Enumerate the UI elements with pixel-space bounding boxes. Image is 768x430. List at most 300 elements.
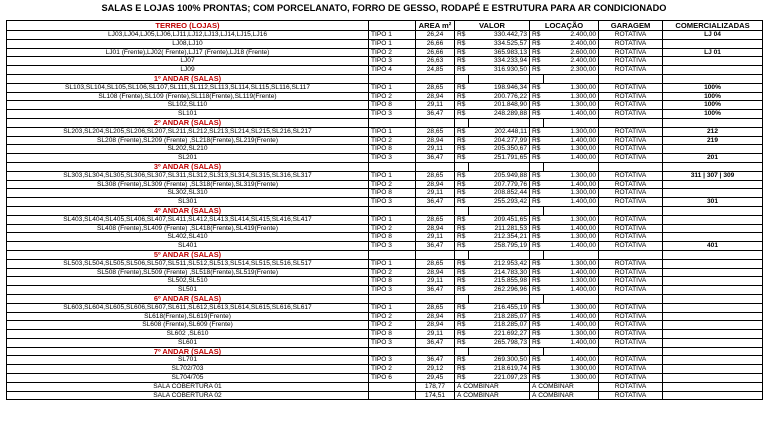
area-value: 28,65 [416, 83, 455, 92]
currency-symbol: R$ [455, 101, 469, 110]
rent-price: 1.400,00 [544, 224, 599, 233]
currency-symbol: R$ [455, 356, 469, 365]
sold-status [663, 312, 763, 321]
table-row [7, 365, 763, 374]
empty-cell [369, 118, 416, 127]
currency-symbol: R$ [455, 224, 469, 233]
sold-status [663, 215, 763, 224]
rent-price: 1.300,00 [544, 189, 599, 198]
empty-cell [416, 294, 455, 303]
unit-type: TIPO 2 [369, 136, 416, 145]
sale-price: 215.855,98 [469, 277, 530, 286]
sold-status [663, 224, 763, 233]
section-header-row [7, 118, 763, 127]
empty-cell [544, 294, 599, 303]
unit-list: LJ03,LJ04,LJ05,LJ06,LJ11,LJ12,LJ13,LJ14,LJ15,LJ16 [7, 31, 369, 40]
empty-cell [455, 294, 469, 303]
table-row [7, 39, 763, 48]
sale-price: 205.350,67 [469, 145, 530, 154]
currency-symbol: R$ [455, 338, 469, 347]
parking-type: ROTATIVA [599, 189, 663, 198]
table-row [7, 374, 763, 383]
table-row [7, 92, 763, 101]
table-row [7, 127, 763, 136]
empty-cell [599, 294, 663, 303]
unit-list: SL301 [7, 198, 369, 207]
unit-list: SL103,SL104,SL105,SL106,SL107,SL111,SL112,SL113,SL114,SL115,SL116,SL117 [7, 83, 369, 92]
sale-price: 218.285,07 [469, 321, 530, 330]
unit-list: SL202,SL210 [7, 145, 369, 154]
sale-price: 212.953,42 [469, 259, 530, 268]
sale-price: 221.097,23 [469, 374, 530, 383]
unit-type: TIPO 2 [369, 268, 416, 277]
empty-cell [530, 74, 544, 83]
table-row [7, 268, 763, 277]
parking-type: ROTATIVA [599, 277, 663, 286]
currency-symbol: R$ [455, 57, 469, 66]
unit-list: SL403,SL404,SL405,SL406,SL407,SL411,SL412,SL413,SL414,SL415,SL416,SL417 [7, 215, 369, 224]
empty-cell [469, 294, 530, 303]
sale-price: 365.983,13 [469, 48, 530, 57]
header-comercializadas: COMERCIALIZADAS [663, 21, 763, 31]
header-tipo [369, 21, 416, 31]
unit-list: SL303,SL304,SL305,SL306,SL307,SL311,SL312,SL313,SL314,SL315,SL316,SL317 [7, 171, 369, 180]
section-header-row [7, 294, 763, 303]
price-to-combine: À COMBINAR [455, 391, 530, 400]
empty-cell [599, 74, 663, 83]
unit-type: TIPO 3 [369, 110, 416, 119]
rent-price: 1.400,00 [544, 356, 599, 365]
unit-type: TIPO 3 [369, 57, 416, 66]
unit-list: SL308 (Frente),SL309 (Frente) ,SL318(Frente),SL319(Frente) [7, 180, 369, 189]
table-row [7, 48, 763, 57]
currency-symbol: R$ [530, 365, 544, 374]
sheet-title: SALAS E LOJAS 100% PRONTAS; COM PORCELANATO, FORRO DE GESSO, RODAPÉ E ESTRUTURA PARA AR CONDICIONADO [101, 3, 667, 13]
sold-status [663, 66, 763, 75]
empty-cell [469, 206, 530, 215]
rent-price: 1.300,00 [544, 127, 599, 136]
unit-type [369, 391, 416, 400]
currency-symbol: R$ [530, 338, 544, 347]
table-row [7, 286, 763, 295]
sold-status [663, 259, 763, 268]
sale-price: 316.930,50 [469, 66, 530, 75]
table-row [7, 215, 763, 224]
area-value: 36,47 [416, 356, 455, 365]
unit-type: TIPO 1 [369, 31, 416, 40]
area-value: 28,94 [416, 92, 455, 101]
unit-list: SL702/703 [7, 365, 369, 374]
unit-list: SL101 [7, 110, 369, 119]
rent-to-combine: À COMBINAR [530, 382, 599, 391]
empty-cell [544, 347, 599, 356]
table-row [7, 180, 763, 189]
currency-symbol: R$ [455, 303, 469, 312]
empty-cell [544, 250, 599, 259]
empty-cell [455, 347, 469, 356]
rent-price: 1.300,00 [544, 259, 599, 268]
unit-type: TIPO 3 [369, 242, 416, 251]
currency-symbol: R$ [530, 189, 544, 198]
table-row [7, 83, 763, 92]
rent-price: 1.400,00 [544, 242, 599, 251]
table-body [7, 31, 763, 400]
currency-symbol: R$ [530, 312, 544, 321]
empty-cell [530, 294, 544, 303]
area-value: 29,11 [416, 189, 455, 198]
parking-type: ROTATIVA [599, 48, 663, 57]
area-value: 178,77 [416, 382, 455, 391]
header-garagem: GARAGEM [599, 21, 663, 31]
table-row [7, 330, 763, 339]
unit-type: TIPO 3 [369, 154, 416, 163]
empty-cell [369, 74, 416, 83]
table-row [7, 57, 763, 66]
rent-price: 2.600,00 [544, 48, 599, 57]
currency-symbol: R$ [530, 268, 544, 277]
sale-price: 218.619,74 [469, 365, 530, 374]
rent-price: 1.300,00 [544, 145, 599, 154]
unit-list: SL102,SL110 [7, 101, 369, 110]
area-value: 28,94 [416, 312, 455, 321]
sale-price: 218.285,07 [469, 312, 530, 321]
sale-price: 334.525,57 [469, 39, 530, 48]
empty-cell [530, 162, 544, 171]
currency-symbol: R$ [455, 110, 469, 119]
sale-price: 207.779,76 [469, 180, 530, 189]
currency-symbol: R$ [530, 136, 544, 145]
unit-type: TIPO 1 [369, 259, 416, 268]
empty-cell [416, 162, 455, 171]
sold-status: 212 [663, 127, 763, 136]
rent-price: 1.300,00 [544, 374, 599, 383]
sold-status [663, 338, 763, 347]
empty-cell [530, 250, 544, 259]
rent-price: 1.300,00 [544, 233, 599, 242]
currency-symbol: R$ [455, 66, 469, 75]
table-row [7, 312, 763, 321]
currency-symbol: R$ [530, 57, 544, 66]
currency-symbol: R$ [455, 198, 469, 207]
rent-price: 1.400,00 [544, 312, 599, 321]
table-row [7, 391, 763, 400]
unit-type: TIPO 4 [369, 66, 416, 75]
area-value: 28,94 [416, 224, 455, 233]
sold-status [663, 321, 763, 330]
rent-price: 2.400,00 [544, 39, 599, 48]
parking-type: ROTATIVA [599, 268, 663, 277]
area-value: 36,47 [416, 242, 455, 251]
parking-type: ROTATIVA [599, 303, 663, 312]
parking-type: ROTATIVA [599, 330, 663, 339]
currency-symbol: R$ [530, 127, 544, 136]
currency-symbol: R$ [455, 127, 469, 136]
empty-cell [663, 162, 763, 171]
currency-symbol: R$ [455, 286, 469, 295]
currency-symbol: R$ [530, 31, 544, 40]
sale-price: 334.233,94 [469, 57, 530, 66]
unit-type: TIPO 1 [369, 303, 416, 312]
rent-price: 1.300,00 [544, 277, 599, 286]
rent-price: 1.300,00 [544, 365, 599, 374]
empty-cell [416, 250, 455, 259]
unit-type: TIPO 2 [369, 180, 416, 189]
section-header-row [7, 347, 763, 356]
sale-price: 248.289,88 [469, 110, 530, 119]
rent-price: 1.300,00 [544, 215, 599, 224]
parking-type: ROTATIVA [599, 145, 663, 154]
parking-type: ROTATIVA [599, 154, 663, 163]
currency-symbol: R$ [530, 39, 544, 48]
unit-type: TIPO 3 [369, 356, 416, 365]
currency-symbol: R$ [455, 31, 469, 40]
sale-price: 265.798,73 [469, 338, 530, 347]
parking-type: ROTATIVA [599, 259, 663, 268]
unit-type: TIPO 3 [369, 198, 416, 207]
empty-cell [416, 206, 455, 215]
empty-cell [544, 74, 599, 83]
parking-type: ROTATIVA [599, 171, 663, 180]
currency-symbol: R$ [530, 374, 544, 383]
parking-type: ROTATIVA [599, 110, 663, 119]
unit-list: SL508 (Frente),SL509 (Frente) ,SL518(Frente),SL519(Frente) [7, 268, 369, 277]
unit-list: SL603,SL604,SL605,SL606,SL607,SL611,SL612,SL613,SL614,SL615,SL616,SL617 [7, 303, 369, 312]
sold-status [663, 277, 763, 286]
unit-list: SL208 (Frente),SL209 (Frente) ,SL218(Frente),SL219(Frente) [7, 136, 369, 145]
currency-symbol: R$ [455, 189, 469, 198]
area-value: 28,65 [416, 127, 455, 136]
unit-list: SL402,SL410 [7, 233, 369, 242]
sale-price: 214.783,30 [469, 268, 530, 277]
unit-list: SALA COBERTURA 02 [7, 391, 369, 400]
area-value: 36,47 [416, 154, 455, 163]
sale-price: 201.848,90 [469, 101, 530, 110]
currency-symbol: R$ [455, 374, 469, 383]
sold-status: 100% [663, 83, 763, 92]
empty-cell [469, 347, 530, 356]
area-value: 28,94 [416, 180, 455, 189]
area-value: 174,51 [416, 391, 455, 400]
currency-symbol: R$ [530, 198, 544, 207]
area-value: 28,65 [416, 303, 455, 312]
section-title: 6º ANDAR (SALAS) [7, 294, 369, 303]
sold-status: 100% [663, 110, 763, 119]
parking-type: ROTATIVA [599, 180, 663, 189]
table-row [7, 356, 763, 365]
sold-status [663, 145, 763, 154]
table-row [7, 242, 763, 251]
currency-symbol: R$ [455, 312, 469, 321]
parking-type: ROTATIVA [599, 92, 663, 101]
currency-symbol: R$ [455, 48, 469, 57]
rent-price: 1.400,00 [544, 321, 599, 330]
area-value: 29,45 [416, 374, 455, 383]
unit-type: TIPO 1 [369, 83, 416, 92]
unit-type: TIPO 1 [369, 171, 416, 180]
section-title: 3º ANDAR (SALAS) [7, 162, 369, 171]
currency-symbol: R$ [530, 224, 544, 233]
unit-list: SL302,SL310 [7, 189, 369, 198]
area-value: 26,63 [416, 57, 455, 66]
empty-cell [369, 347, 416, 356]
currency-symbol: R$ [455, 365, 469, 374]
parking-type: ROTATIVA [599, 224, 663, 233]
table-row [7, 224, 763, 233]
empty-cell [544, 162, 599, 171]
area-value: 26,66 [416, 39, 455, 48]
sale-price: 204.277,99 [469, 136, 530, 145]
area-value: 36,47 [416, 110, 455, 119]
sale-price: 269.300,50 [469, 356, 530, 365]
area-value: 29,11 [416, 233, 455, 242]
sold-status [663, 330, 763, 339]
unit-list: SL502,SL510 [7, 277, 369, 286]
unit-list: LJ08,LJ10 [7, 39, 369, 48]
sold-status: 201 [663, 154, 763, 163]
rent-price: 1.300,00 [544, 83, 599, 92]
sale-price: 221.692,27 [469, 330, 530, 339]
table-row [7, 338, 763, 347]
unit-list: SL602 ,SL610 [7, 330, 369, 339]
unit-type: TIPO 8 [369, 101, 416, 110]
unit-type: TIPO 2 [369, 224, 416, 233]
sale-price: 209.451,65 [469, 215, 530, 224]
unit-list: SL401 [7, 242, 369, 251]
parking-type: ROTATIVA [599, 136, 663, 145]
empty-cell [455, 206, 469, 215]
area-value: 28,65 [416, 259, 455, 268]
currency-symbol: R$ [455, 259, 469, 268]
sold-status: LJ 01 [663, 48, 763, 57]
parking-type: ROTATIVA [599, 215, 663, 224]
currency-symbol: R$ [530, 286, 544, 295]
currency-symbol: R$ [455, 233, 469, 242]
currency-symbol: R$ [530, 259, 544, 268]
unit-type: TIPO 2 [369, 365, 416, 374]
currency-symbol: R$ [455, 242, 469, 251]
sale-price: 251.791,65 [469, 154, 530, 163]
sale-price: 200.776,22 [469, 92, 530, 101]
unit-type: TIPO 1 [369, 127, 416, 136]
empty-cell [530, 347, 544, 356]
empty-cell [455, 118, 469, 127]
empty-cell [416, 118, 455, 127]
sale-price: 208.852,44 [469, 189, 530, 198]
section-title: 2º ANDAR (SALAS) [7, 118, 369, 127]
section-title: 4º ANDAR (SALAS) [7, 206, 369, 215]
sale-price: 212.354,21 [469, 233, 530, 242]
sold-status: 311 | 307 | 309 [663, 171, 763, 180]
table-row [7, 189, 763, 198]
section-title: 7º ANDAR (SALAS) [7, 347, 369, 356]
currency-symbol: R$ [455, 83, 469, 92]
currency-symbol: R$ [455, 330, 469, 339]
sold-status [663, 57, 763, 66]
currency-symbol: R$ [530, 330, 544, 339]
currency-symbol: R$ [530, 92, 544, 101]
empty-cell [369, 162, 416, 171]
sale-price: 216.455,19 [469, 303, 530, 312]
sold-status [663, 189, 763, 198]
section-header-row [7, 250, 763, 259]
rent-to-combine: À COMBINAR [530, 391, 599, 400]
unit-type: TIPO 8 [369, 330, 416, 339]
area-value: 28,65 [416, 215, 455, 224]
empty-cell [469, 118, 530, 127]
header-units: TERREO (LOJAS) [7, 21, 369, 31]
sold-status [663, 356, 763, 365]
sale-price: 205.949,88 [469, 171, 530, 180]
table-row [7, 145, 763, 154]
table-row [7, 321, 763, 330]
currency-symbol: R$ [530, 303, 544, 312]
parking-type: ROTATIVA [599, 374, 663, 383]
sale-price: 258.795,19 [469, 242, 530, 251]
sale-price: 330.442,73 [469, 31, 530, 40]
header-area: AREA m² [416, 21, 455, 31]
currency-symbol: R$ [530, 110, 544, 119]
parking-type: ROTATIVA [599, 66, 663, 75]
rent-price: 1.300,00 [544, 303, 599, 312]
unit-list: SL203,SL204,SL205,SL206,SL207,SL211,SL212,SL213,SL214,SL215,SL216,SL217 [7, 127, 369, 136]
currency-symbol: R$ [530, 154, 544, 163]
table-row [7, 198, 763, 207]
table-row [7, 171, 763, 180]
area-value: 36,47 [416, 338, 455, 347]
parking-type: ROTATIVA [599, 382, 663, 391]
sold-status: 401 [663, 242, 763, 251]
sold-status: 100% [663, 92, 763, 101]
unit-list: SALA COBERTURA 01 [7, 382, 369, 391]
table-row [7, 136, 763, 145]
area-value: 28,94 [416, 268, 455, 277]
sold-status: 219 [663, 136, 763, 145]
currency-symbol: R$ [530, 101, 544, 110]
rent-price: 1.400,00 [544, 268, 599, 277]
empty-cell [416, 347, 455, 356]
rent-price: 1.400,00 [544, 180, 599, 189]
area-value: 29,11 [416, 101, 455, 110]
empty-cell [663, 250, 763, 259]
sold-status [663, 39, 763, 48]
unit-list: LJ09 [7, 66, 369, 75]
section-header-row [7, 206, 763, 215]
currency-symbol: R$ [530, 356, 544, 365]
currency-symbol: R$ [530, 277, 544, 286]
rent-price: 1.400,00 [544, 286, 599, 295]
empty-cell [530, 118, 544, 127]
empty-cell [469, 162, 530, 171]
table-row [7, 110, 763, 119]
sold-status [663, 233, 763, 242]
unit-type: TIPO 8 [369, 189, 416, 198]
sold-status [663, 268, 763, 277]
currency-symbol: R$ [455, 145, 469, 154]
sold-status [663, 180, 763, 189]
unit-type: TIPO 1 [369, 215, 416, 224]
rent-price: 2.300,00 [544, 66, 599, 75]
rent-price: 1.400,00 [544, 136, 599, 145]
area-value: 28,94 [416, 321, 455, 330]
empty-cell [455, 162, 469, 171]
unit-type: TIPO 3 [369, 286, 416, 295]
parking-type: ROTATIVA [599, 198, 663, 207]
rent-price: 1.300,00 [544, 92, 599, 101]
unit-type [369, 382, 416, 391]
empty-cell [455, 74, 469, 83]
header-locacao: LOCAÇÃO [530, 21, 599, 31]
currency-symbol: R$ [530, 171, 544, 180]
